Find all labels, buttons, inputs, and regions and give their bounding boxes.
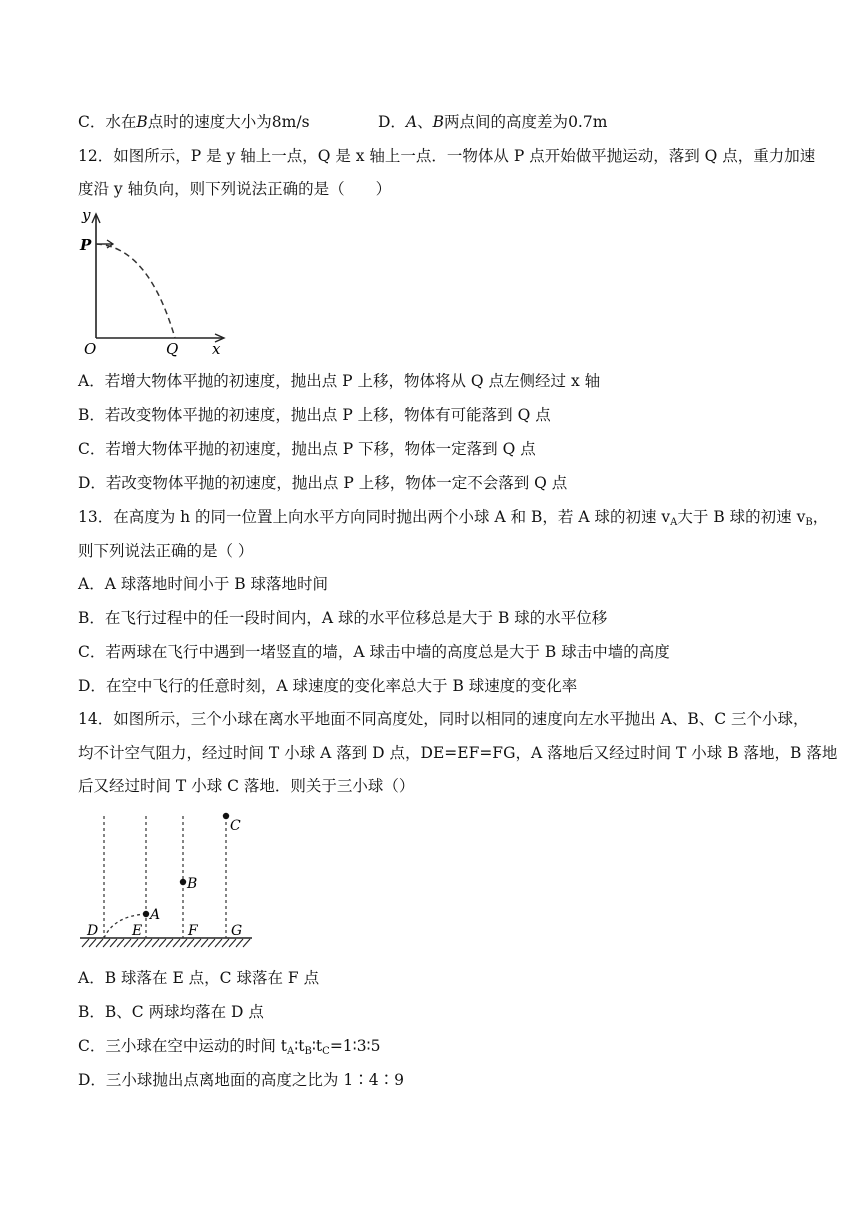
q14-option-c-part-3: ∶t xyxy=(311,1037,323,1055)
q14-ground-hatching xyxy=(82,939,250,947)
q13-stem-line-2: 则下列说法正确的是（ ） xyxy=(78,542,254,560)
q14-stem-line-2: 均不计空气阻力，经过时间 T 小球 A 落到 D 点，DE=EF=FG，A 落地后又经过时间 T 小球 B 落地，B 落地 xyxy=(78,744,838,762)
q11-option-d-value: 0.7m xyxy=(568,113,608,131)
q14-ball-a xyxy=(143,911,149,917)
q14-label-b: B xyxy=(187,876,198,892)
q13-subscript-b: B xyxy=(805,517,813,528)
q14-option-a: A．B 球落在 E 点，C 球落在 F 点 xyxy=(78,969,320,987)
q14-stem-line-3: 后又经过时间 T 小球 C 落地．则关于三小球（） xyxy=(78,777,415,795)
q14-stem-line-1: 14．如图所示，三个小球在离水平地面不同高度处，同时以相同的速度向左水平抛出 A、B、C 三个小球， xyxy=(78,710,809,728)
q14-ball-c xyxy=(223,813,229,819)
q11-option-d-point-a: A xyxy=(405,113,418,131)
q12-option-b: B．若改变物体平抛的初速度，抛出点 P 上移，物体有可能落到 Q 点 xyxy=(78,406,551,424)
q13-option-d: D．在空中飞行的任意时刻，A 球速度的变化率总大于 B 球速度的变化率 xyxy=(78,677,578,695)
q11-option-d-suffix: 两点间的高度差为 xyxy=(444,113,569,131)
q14-label-c: C xyxy=(230,818,241,834)
q12-label-o: O xyxy=(84,340,97,358)
q13-stem-part-2: 大于 B 球的初速 v xyxy=(677,508,806,526)
q12-trajectory xyxy=(96,244,175,338)
q12-label-p: P xyxy=(80,236,92,254)
q13-stem-part-1: 13．在高度为 h 的同一位置上向水平方向同时抛出两个小球 A 和 B，若 A 球的初速 v xyxy=(78,508,671,526)
q13-option-a: A．A 球落地时间小于 B 球落地时间 xyxy=(78,575,329,593)
q14-label-f: F xyxy=(188,923,198,939)
q13-stem-part-3: ， xyxy=(812,508,829,526)
q11-option-d xyxy=(378,112,607,132)
q12-label-q: Q xyxy=(166,340,179,358)
q13-stem-line-1 xyxy=(78,507,828,533)
q11-option-d-prefix: D． xyxy=(378,113,406,131)
q13-subscript-a: A xyxy=(670,517,678,528)
q14-option-c-sub-a: A xyxy=(287,1046,295,1057)
q11-option-c-value: 8m/s xyxy=(271,113,310,131)
q14-option-b: B．B、C 两球均落在 D 点 xyxy=(78,1003,264,1021)
q14-option-d: D．三小球抛出点离地面的高度之比为 1∶4∶9 xyxy=(78,1071,404,1089)
q11-option-c-prefix: C．水在 xyxy=(78,113,137,131)
q12-label-y: y xyxy=(82,206,91,224)
q11-option-c-point: B xyxy=(136,113,148,131)
q12-figure xyxy=(78,206,238,358)
q11-option-c-middle: 点时的速度大小为 xyxy=(147,113,272,131)
q12-label-x: x xyxy=(212,340,221,358)
q14-option-c-part-4: =1∶3∶5 xyxy=(329,1037,381,1055)
q13-option-b: B．在飞行过程中的任一段时间内，A 球的水平位移总是大于 B 球的水平位移 xyxy=(78,609,608,627)
q14-option-c xyxy=(78,1036,380,1062)
q14-label-e: E xyxy=(132,923,143,939)
q12-stem-line-2: 度沿 y 轴负向，则下列说法正确的是（ ） xyxy=(78,180,392,198)
q12-option-d: D．若改变物体平抛的初速度，抛出点 P 上移，物体一定不会落到 Q 点 xyxy=(78,474,568,492)
q11-option-d-point-b: B xyxy=(432,113,445,131)
q12-option-a: A．若增大物体平抛的初速度，抛出点 P 上移，物体将从 Q 点左侧经过 x 轴 xyxy=(78,372,601,390)
q11-option-c xyxy=(78,112,310,132)
q12-stem-line-1: 12．如图所示，P 是 y 轴上一点，Q 是 x 轴上一点．一物体从 P 点开始做平抛运动，落到 Q 点，重力加速 xyxy=(78,147,816,165)
q14-option-c-sub-b: B xyxy=(304,1046,312,1057)
q14-label-d: D xyxy=(87,923,99,939)
q14-label-g: G xyxy=(231,923,243,939)
q14-option-c-part-1: C．三小球在空中运动的时间 t xyxy=(78,1037,288,1055)
q14-option-c-part-2: ∶t xyxy=(294,1037,305,1055)
q12-option-c: C．若增大物体平抛的初速度，抛出点 P 下移，物体一定落到 Q 点 xyxy=(78,440,536,458)
q14-figure xyxy=(78,808,258,956)
q14-ball-b xyxy=(180,879,186,885)
q13-option-c: C．若两球在飞行中遇到一堵竖直的墙，A 球击中墙的高度总是大于 B 球击中墙的高度 xyxy=(78,643,670,661)
q11-option-d-sep: 、 xyxy=(417,113,433,131)
q14-option-c-sub-c: C xyxy=(322,1046,330,1057)
q14-label-a: A xyxy=(150,907,161,923)
